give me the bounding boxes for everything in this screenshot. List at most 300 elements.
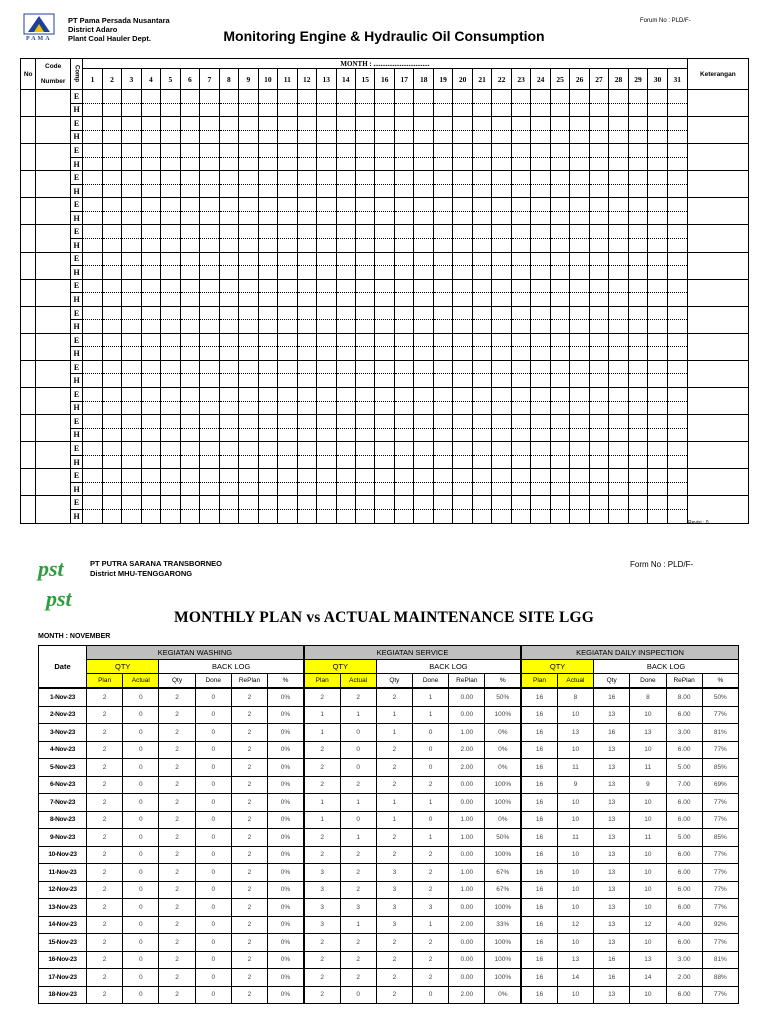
day-cell[interactable] (83, 509, 102, 523)
day-cell[interactable] (317, 198, 336, 212)
day-cell[interactable] (375, 469, 394, 483)
day-cell[interactable] (375, 347, 394, 361)
day-cell[interactable] (375, 374, 394, 388)
day-cell[interactable] (511, 320, 530, 334)
day-cell[interactable] (531, 279, 550, 293)
day-cell[interactable] (531, 184, 550, 198)
day-cell[interactable] (589, 171, 608, 185)
day-cell[interactable] (492, 239, 511, 253)
day-cell[interactable] (122, 198, 141, 212)
day-cell[interactable] (375, 306, 394, 320)
day-cell[interactable] (180, 211, 199, 225)
day-cell[interactable] (472, 239, 491, 253)
day-cell[interactable] (336, 130, 355, 144)
day-cell[interactable] (414, 239, 433, 253)
day-cell[interactable] (278, 333, 297, 347)
day-cell[interactable] (453, 360, 472, 374)
day-cell[interactable] (609, 509, 628, 523)
day-cell[interactable] (394, 225, 413, 239)
day-cell[interactable] (433, 469, 452, 483)
day-cell[interactable] (356, 171, 375, 185)
day-cell[interactable] (141, 117, 160, 131)
day-cell[interactable] (667, 144, 687, 158)
day-cell[interactable] (258, 415, 277, 429)
day-cell[interactable] (511, 184, 530, 198)
day-cell[interactable] (239, 157, 258, 171)
day-cell[interactable] (472, 496, 491, 510)
day-cell[interactable] (336, 306, 355, 320)
keterangan-cell[interactable] (687, 117, 748, 144)
day-cell[interactable] (589, 103, 608, 117)
day-cell[interactable] (648, 211, 667, 225)
day-cell[interactable] (511, 482, 530, 496)
day-cell[interactable] (258, 455, 277, 469)
day-cell[interactable] (472, 171, 491, 185)
day-cell[interactable] (550, 401, 569, 415)
day-cell[interactable] (297, 130, 316, 144)
day-cell[interactable] (356, 415, 375, 429)
day-cell[interactable] (472, 374, 491, 388)
day-cell[interactable] (511, 293, 530, 307)
day-cell[interactable] (317, 293, 336, 307)
day-cell[interactable] (472, 482, 491, 496)
day-cell[interactable] (336, 266, 355, 280)
day-cell[interactable] (278, 117, 297, 131)
day-cell[interactable] (433, 225, 452, 239)
day-cell[interactable] (648, 225, 667, 239)
day-cell[interactable] (180, 239, 199, 253)
day-cell[interactable] (609, 130, 628, 144)
day-cell[interactable] (375, 279, 394, 293)
day-cell[interactable] (609, 347, 628, 361)
day-cell[interactable] (648, 239, 667, 253)
day-cell[interactable] (667, 306, 687, 320)
day-cell[interactable] (414, 388, 433, 402)
day-cell[interactable] (219, 509, 238, 523)
day-cell[interactable] (492, 401, 511, 415)
day-cell[interactable] (239, 320, 258, 334)
day-cell[interactable] (239, 509, 258, 523)
day-cell[interactable] (667, 442, 687, 456)
day-cell[interactable] (550, 184, 569, 198)
day-cell[interactable] (219, 198, 238, 212)
day-cell[interactable] (336, 509, 355, 523)
day-cell[interactable] (550, 482, 569, 496)
day-cell[interactable] (472, 360, 491, 374)
day-cell[interactable] (414, 171, 433, 185)
day-cell[interactable] (375, 103, 394, 117)
day-cell[interactable] (648, 171, 667, 185)
day-cell[interactable] (433, 428, 452, 442)
day-cell[interactable] (667, 225, 687, 239)
day-cell[interactable] (102, 211, 121, 225)
day-cell[interactable] (317, 482, 336, 496)
day-cell[interactable] (356, 225, 375, 239)
day-cell[interactable] (492, 198, 511, 212)
day-cell[interactable] (258, 360, 277, 374)
day-cell[interactable] (141, 306, 160, 320)
day-cell[interactable] (511, 442, 530, 456)
day-cell[interactable] (609, 144, 628, 158)
day-cell[interactable] (667, 198, 687, 212)
day-cell[interactable] (433, 333, 452, 347)
day-cell[interactable] (511, 171, 530, 185)
day-cell[interactable] (648, 509, 667, 523)
day-cell[interactable] (258, 198, 277, 212)
day-cell[interactable] (180, 171, 199, 185)
day-cell[interactable] (356, 130, 375, 144)
day-cell[interactable] (297, 401, 316, 415)
day-cell[interactable] (628, 388, 647, 402)
day-cell[interactable] (239, 266, 258, 280)
day-cell[interactable] (394, 320, 413, 334)
day-cell[interactable] (336, 184, 355, 198)
day-cell[interactable] (570, 266, 589, 280)
day-cell[interactable] (589, 388, 608, 402)
keterangan-cell[interactable] (687, 144, 748, 171)
day-cell[interactable] (648, 279, 667, 293)
day-cell[interactable] (239, 117, 258, 131)
day-cell[interactable] (258, 130, 277, 144)
day-cell[interactable] (414, 360, 433, 374)
day-cell[interactable] (258, 184, 277, 198)
day-cell[interactable] (278, 428, 297, 442)
day-cell[interactable] (414, 306, 433, 320)
day-cell[interactable] (83, 428, 102, 442)
day-cell[interactable] (531, 293, 550, 307)
day-cell[interactable] (297, 320, 316, 334)
day-cell[interactable] (102, 103, 121, 117)
day-cell[interactable] (141, 103, 160, 117)
day-cell[interactable] (492, 184, 511, 198)
day-cell[interactable] (609, 239, 628, 253)
day-cell[interactable] (83, 198, 102, 212)
day-cell[interactable] (219, 320, 238, 334)
day-cell[interactable] (317, 117, 336, 131)
day-cell[interactable] (589, 184, 608, 198)
day-cell[interactable] (433, 496, 452, 510)
day-cell[interactable] (609, 415, 628, 429)
day-cell[interactable] (83, 252, 102, 266)
day-cell[interactable] (667, 509, 687, 523)
no-cell[interactable] (21, 388, 36, 415)
day-cell[interactable] (180, 388, 199, 402)
day-cell[interactable] (180, 509, 199, 523)
day-cell[interactable] (180, 469, 199, 483)
day-cell[interactable] (122, 428, 141, 442)
day-cell[interactable] (102, 130, 121, 144)
day-cell[interactable] (317, 211, 336, 225)
keterangan-cell[interactable] (687, 469, 748, 496)
day-cell[interactable] (278, 401, 297, 415)
day-cell[interactable] (258, 428, 277, 442)
day-cell[interactable] (356, 455, 375, 469)
day-cell[interactable] (180, 320, 199, 334)
code-number-cell[interactable] (36, 496, 71, 523)
day-cell[interactable] (648, 130, 667, 144)
day-cell[interactable] (219, 157, 238, 171)
day-cell[interactable] (122, 320, 141, 334)
day-cell[interactable] (628, 442, 647, 456)
day-cell[interactable] (161, 333, 180, 347)
day-cell[interactable] (161, 117, 180, 131)
day-cell[interactable] (589, 306, 608, 320)
code-number-cell[interactable] (36, 360, 71, 387)
day-cell[interactable] (414, 117, 433, 131)
day-cell[interactable] (511, 239, 530, 253)
day-cell[interactable] (356, 401, 375, 415)
day-cell[interactable] (433, 117, 452, 131)
day-cell[interactable] (83, 415, 102, 429)
day-cell[interactable] (433, 171, 452, 185)
day-cell[interactable] (83, 211, 102, 225)
day-cell[interactable] (83, 401, 102, 415)
day-cell[interactable] (433, 266, 452, 280)
day-cell[interactable] (550, 252, 569, 266)
day-cell[interactable] (453, 279, 472, 293)
day-cell[interactable] (570, 144, 589, 158)
day-cell[interactable] (356, 442, 375, 456)
day-cell[interactable] (317, 374, 336, 388)
day-cell[interactable] (258, 171, 277, 185)
day-cell[interactable] (531, 360, 550, 374)
code-number-cell[interactable] (36, 415, 71, 442)
day-cell[interactable] (472, 211, 491, 225)
day-cell[interactable] (102, 401, 121, 415)
day-cell[interactable] (102, 157, 121, 171)
day-cell[interactable] (472, 103, 491, 117)
day-cell[interactable] (356, 184, 375, 198)
day-cell[interactable] (180, 415, 199, 429)
code-number-cell[interactable] (36, 388, 71, 415)
day-cell[interactable] (200, 347, 219, 361)
day-cell[interactable] (317, 225, 336, 239)
code-number-cell[interactable] (36, 279, 71, 306)
day-cell[interactable] (570, 225, 589, 239)
day-cell[interactable] (511, 266, 530, 280)
day-cell[interactable] (609, 360, 628, 374)
day-cell[interactable] (589, 293, 608, 307)
day-cell[interactable] (200, 239, 219, 253)
day-cell[interactable] (453, 442, 472, 456)
day-cell[interactable] (141, 90, 160, 104)
day-cell[interactable] (628, 225, 647, 239)
day-cell[interactable] (317, 279, 336, 293)
day-cell[interactable] (278, 482, 297, 496)
day-cell[interactable] (628, 455, 647, 469)
day-cell[interactable] (141, 266, 160, 280)
day-cell[interactable] (648, 266, 667, 280)
day-cell[interactable] (297, 496, 316, 510)
day-cell[interactable] (317, 171, 336, 185)
day-cell[interactable] (589, 482, 608, 496)
day-cell[interactable] (414, 279, 433, 293)
day-cell[interactable] (570, 333, 589, 347)
day-cell[interactable] (492, 157, 511, 171)
keterangan-cell[interactable] (687, 388, 748, 415)
day-cell[interactable] (122, 171, 141, 185)
day-cell[interactable] (297, 266, 316, 280)
day-cell[interactable] (278, 279, 297, 293)
day-cell[interactable] (102, 496, 121, 510)
day-cell[interactable] (511, 211, 530, 225)
keterangan-cell[interactable] (687, 333, 748, 360)
day-cell[interactable] (356, 279, 375, 293)
day-cell[interactable] (278, 320, 297, 334)
day-cell[interactable] (219, 184, 238, 198)
day-cell[interactable] (219, 347, 238, 361)
day-cell[interactable] (433, 509, 452, 523)
day-cell[interactable] (589, 239, 608, 253)
day-cell[interactable] (511, 455, 530, 469)
day-cell[interactable] (414, 455, 433, 469)
day-cell[interactable] (453, 266, 472, 280)
day-cell[interactable] (278, 239, 297, 253)
day-cell[interactable] (394, 482, 413, 496)
day-cell[interactable] (278, 157, 297, 171)
keterangan-cell[interactable] (687, 225, 748, 252)
day-cell[interactable] (356, 306, 375, 320)
day-cell[interactable] (278, 360, 297, 374)
no-cell[interactable] (21, 279, 36, 306)
day-cell[interactable] (141, 360, 160, 374)
day-cell[interactable] (648, 401, 667, 415)
no-cell[interactable] (21, 117, 36, 144)
day-cell[interactable] (336, 347, 355, 361)
day-cell[interactable] (667, 374, 687, 388)
day-cell[interactable] (122, 415, 141, 429)
day-cell[interactable] (83, 455, 102, 469)
day-cell[interactable] (180, 266, 199, 280)
day-cell[interactable] (317, 428, 336, 442)
day-cell[interactable] (394, 266, 413, 280)
day-cell[interactable] (472, 455, 491, 469)
day-cell[interactable] (472, 252, 491, 266)
day-cell[interactable] (200, 103, 219, 117)
day-cell[interactable] (317, 401, 336, 415)
day-cell[interactable] (414, 374, 433, 388)
day-cell[interactable] (472, 428, 491, 442)
day-cell[interactable] (609, 293, 628, 307)
no-cell[interactable] (21, 90, 36, 117)
day-cell[interactable] (609, 103, 628, 117)
day-cell[interactable] (258, 279, 277, 293)
day-cell[interactable] (336, 388, 355, 402)
day-cell[interactable] (219, 428, 238, 442)
day-cell[interactable] (648, 252, 667, 266)
no-cell[interactable] (21, 252, 36, 279)
day-cell[interactable] (180, 130, 199, 144)
day-cell[interactable] (83, 293, 102, 307)
day-cell[interactable] (200, 279, 219, 293)
day-cell[interactable] (511, 496, 530, 510)
day-cell[interactable] (414, 496, 433, 510)
day-cell[interactable] (141, 239, 160, 253)
day-cell[interactable] (433, 130, 452, 144)
day-cell[interactable] (239, 293, 258, 307)
day-cell[interactable] (570, 211, 589, 225)
day-cell[interactable] (570, 320, 589, 334)
day-cell[interactable] (141, 388, 160, 402)
day-cell[interactable] (161, 130, 180, 144)
day-cell[interactable] (492, 333, 511, 347)
day-cell[interactable] (102, 374, 121, 388)
day-cell[interactable] (122, 293, 141, 307)
day-cell[interactable] (667, 239, 687, 253)
day-cell[interactable] (570, 496, 589, 510)
day-cell[interactable] (472, 225, 491, 239)
day-cell[interactable] (589, 90, 608, 104)
day-cell[interactable] (472, 184, 491, 198)
day-cell[interactable] (628, 333, 647, 347)
day-cell[interactable] (648, 374, 667, 388)
day-cell[interactable] (356, 239, 375, 253)
day-cell[interactable] (648, 360, 667, 374)
day-cell[interactable] (511, 252, 530, 266)
day-cell[interactable] (141, 442, 160, 456)
day-cell[interactable] (609, 279, 628, 293)
day-cell[interactable] (570, 415, 589, 429)
day-cell[interactable] (453, 428, 472, 442)
day-cell[interactable] (336, 415, 355, 429)
day-cell[interactable] (394, 374, 413, 388)
day-cell[interactable] (570, 347, 589, 361)
day-cell[interactable] (375, 184, 394, 198)
day-cell[interactable] (141, 225, 160, 239)
day-cell[interactable] (239, 103, 258, 117)
day-cell[interactable] (258, 144, 277, 158)
day-cell[interactable] (297, 117, 316, 131)
day-cell[interactable] (297, 157, 316, 171)
day-cell[interactable] (433, 306, 452, 320)
day-cell[interactable] (414, 198, 433, 212)
day-cell[interactable] (550, 266, 569, 280)
day-cell[interactable] (531, 266, 550, 280)
keterangan-cell[interactable] (687, 360, 748, 387)
day-cell[interactable] (375, 171, 394, 185)
day-cell[interactable] (141, 279, 160, 293)
day-cell[interactable] (648, 415, 667, 429)
day-cell[interactable] (122, 157, 141, 171)
day-cell[interactable] (628, 171, 647, 185)
day-cell[interactable] (648, 333, 667, 347)
day-cell[interactable] (336, 360, 355, 374)
day-cell[interactable] (609, 374, 628, 388)
day-cell[interactable] (453, 130, 472, 144)
day-cell[interactable] (297, 306, 316, 320)
day-cell[interactable] (394, 509, 413, 523)
day-cell[interactable] (278, 252, 297, 266)
day-cell[interactable] (375, 225, 394, 239)
day-cell[interactable] (667, 347, 687, 361)
day-cell[interactable] (511, 130, 530, 144)
day-cell[interactable] (219, 144, 238, 158)
day-cell[interactable] (239, 333, 258, 347)
day-cell[interactable] (122, 117, 141, 131)
day-cell[interactable] (570, 117, 589, 131)
day-cell[interactable] (550, 144, 569, 158)
day-cell[interactable] (628, 306, 647, 320)
day-cell[interactable] (336, 320, 355, 334)
day-cell[interactable] (239, 401, 258, 415)
day-cell[interactable] (394, 360, 413, 374)
day-cell[interactable] (589, 347, 608, 361)
day-cell[interactable] (102, 266, 121, 280)
day-cell[interactable] (531, 496, 550, 510)
day-cell[interactable] (628, 117, 647, 131)
day-cell[interactable] (258, 266, 277, 280)
day-cell[interactable] (83, 266, 102, 280)
